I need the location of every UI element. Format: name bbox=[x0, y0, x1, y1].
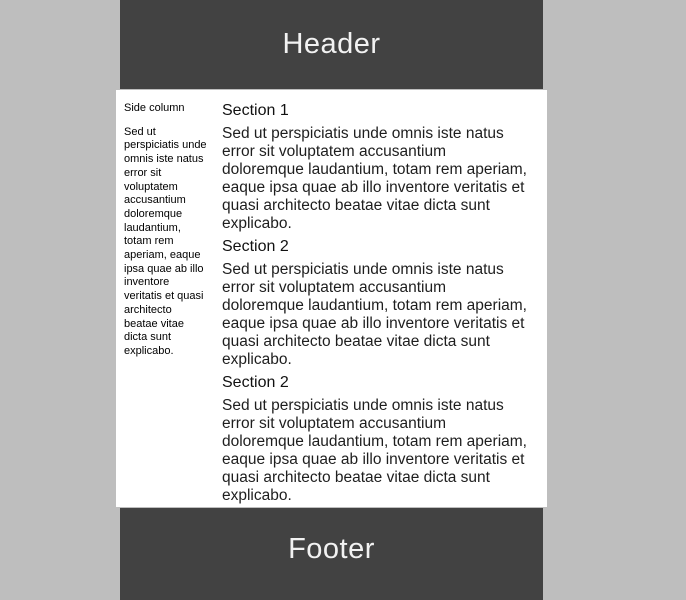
section-body: Sed ut perspiciatis unde omnis iste natus error sit voluptatem accusantium doloremque laudantium, totam rem aperiam, eaque ipsa quae ab illo inventore veritatis et quasi architecto beatae vitae dicta sunt explicabo. bbox=[222, 397, 527, 504]
side-column-title: Side column bbox=[124, 102, 185, 114]
side-column-text: Sed ut perspiciatis unde omnis iste natus error sit voluptatem accusantium doloremque laudantium, totam rem aperiam, eaque ipsa quae ab illo inventore veritatis et quasi architecto beatae vitae dicta sunt explicabo. bbox=[124, 125, 207, 357]
section-2 bbox=[222, 237, 530, 369]
footer-bar bbox=[120, 508, 543, 600]
section-heading: Section 2 bbox=[222, 374, 289, 391]
side-column bbox=[124, 102, 207, 359]
header-bar bbox=[120, 0, 543, 89]
content-page bbox=[116, 90, 547, 507]
section-heading: Section 1 bbox=[222, 102, 289, 119]
section-heading: Section 2 bbox=[222, 238, 289, 255]
main-column bbox=[222, 90, 530, 507]
section-3 bbox=[222, 373, 530, 505]
section-1 bbox=[222, 101, 530, 233]
header-title: Header bbox=[282, 28, 381, 60]
footer-title: Footer bbox=[288, 532, 375, 565]
section-body: Sed ut perspiciatis unde omnis iste natus error sit voluptatem accusantium doloremque laudantium, totam rem aperiam, eaque ipsa quae ab illo inventore veritatis et quasi architecto beatae vitae dicta sunt explicabo. bbox=[222, 261, 527, 368]
section-body: Sed ut perspiciatis unde omnis iste natus error sit voluptatem accusantium doloremque laudantium, totam rem aperiam, eaque ipsa quae ab illo inventore veritatis et quasi architecto beatae vitae dicta sunt explicabo. bbox=[222, 125, 527, 232]
